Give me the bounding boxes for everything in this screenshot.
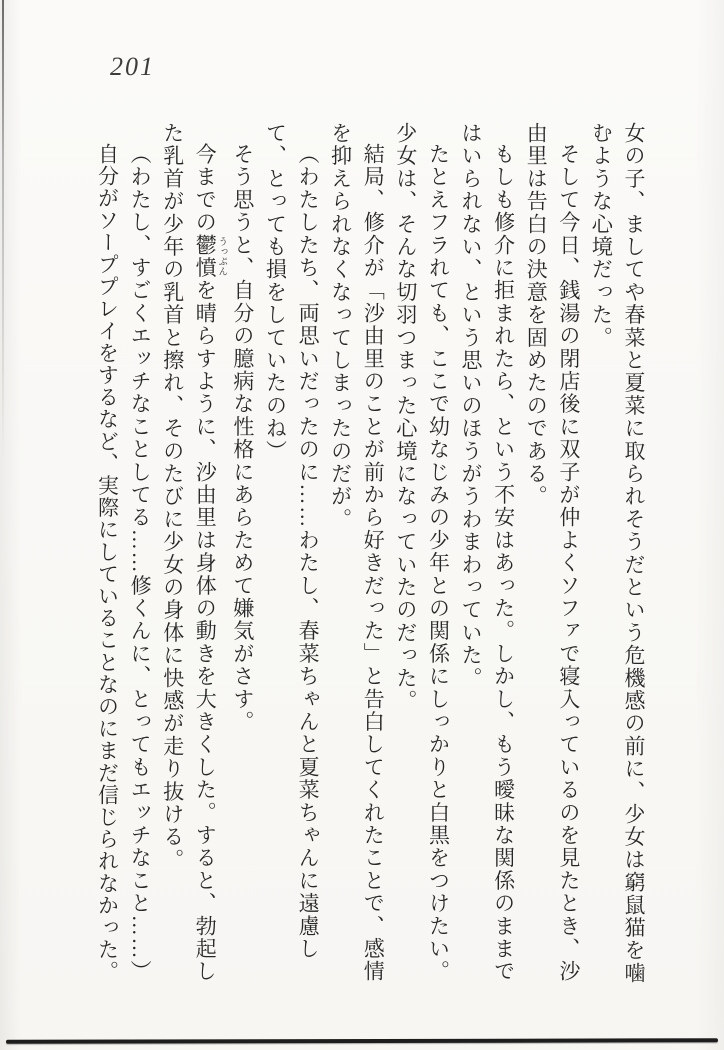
paragraph: （わたしたち、両思いだったのに……わたし、春菜ちゃんと夏菜ちゃんに遠慮して、とっても損をしていたのね）	[263, 122, 321, 961]
paragraph: （わたし、すごくエッチなことしてる……修くんに、とってもエッチなこと……）	[128, 143, 153, 983]
paragraph: そして今日、銭湯の閉店後に双子が仲よくソファで寝入っているのを見たとき、沙由里は告白の決意を固めたのである。	[524, 122, 581, 983]
paragraph: たとえフラれても、ここで幼なじみの少年との関係にしっかりと白黒をつけたい。少女は、そんな切羽つまった心境になっていたのだった。	[393, 122, 451, 983]
page-number: 201	[110, 52, 155, 81]
paragraph: 自分がソーププレイをするなど、実際にしていることなのにまだ信じられなかった。	[95, 143, 120, 983]
vertical-text-block	[94, 122, 650, 994]
scan-edge-artifact-left	[2, 0, 4, 460]
paragraph: 結局、修介が「沙由里のことが前から好きだった」と告白してくれたことで、感情を抑えられなくなってしまったのだが。	[328, 122, 386, 983]
paragraph-text: を晴らすように、沙由里は身体の動きを大きくした。すると、勃起した乳首が少年の乳首と擦れ、そのたびに少女の身体に快感が走り抜ける。	[160, 122, 218, 983]
paragraph: 女の子、ましてや春菜と夏菜に取られそうだという危機感の前に、少女は窮鼠猫を噛むような心境だった。	[589, 122, 646, 985]
ruby-text: うっぷん	[216, 233, 227, 280]
furigana-ruby	[193, 233, 227, 280]
ruby-base: 鬱憤	[193, 233, 218, 280]
paragraph: そう思うと、自分の臆病な性格にあらためて嫌気がさす。	[230, 143, 255, 734]
scan-edge-artifact-bottom	[6, 1038, 718, 1043]
paragraph-with-furigana	[156, 122, 226, 994]
paragraph-text: 今までの	[193, 143, 218, 234]
paragraph: もしも修介に拒まれたら、という不安はあった。しかし、もう曖昧な関係のままではいられない、という思いのほうがうわまわっていた。	[459, 122, 516, 983]
